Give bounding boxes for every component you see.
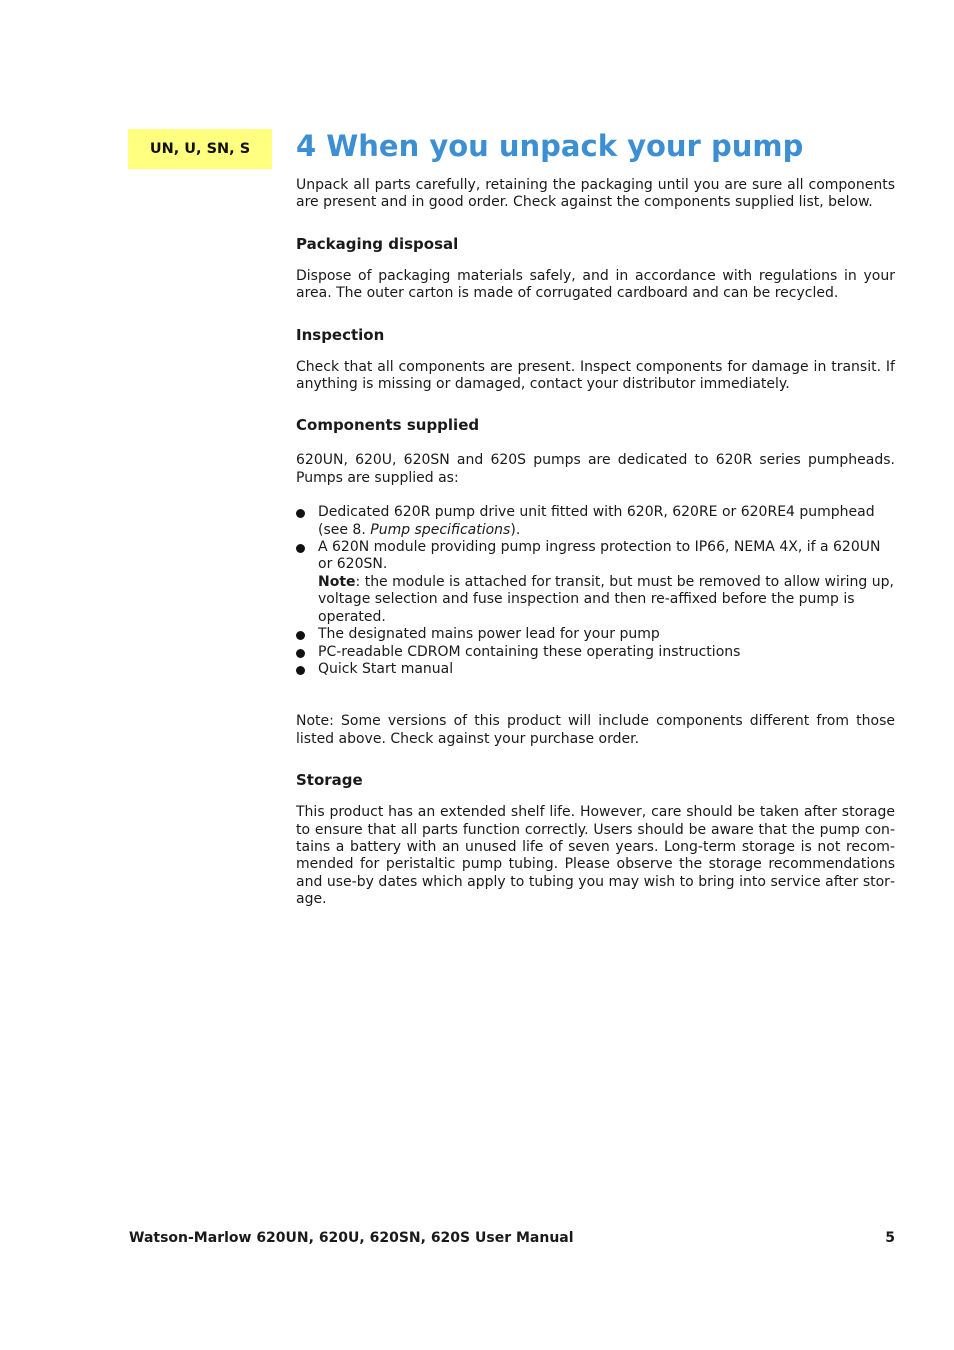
components-note: Note: Some versions of this product will include components different from those listed above. Check against your purchase order. [296, 713, 895, 747]
intro-paragraph: Unpack all parts carefully, retaining the packaging until you are sure all components are present and in good order. Check against the components supplied list, below. [296, 177, 895, 211]
storage-heading: Storage [296, 771, 363, 790]
list-item [296, 644, 895, 661]
footer-title: Watson-Marlow 620UN, 620U, 620SN, 620S User Manual [129, 1230, 574, 1246]
components-list [296, 504, 895, 678]
module-note-text: : the module is attached for transit, but must be removed to allow wiring up, voltage selection and fuse inspection and then re-affixed before the pump is operated. [318, 573, 894, 625]
bullet-icon [296, 666, 305, 675]
bullet-icon [296, 509, 305, 518]
list-item [296, 661, 895, 678]
packaging-disposal-heading: Packaging disposal [296, 234, 459, 253]
components-supplied-heading: Components supplied [296, 416, 480, 435]
components-supplied-text: 620UN, 620U, 620SN and 620S pumps are dedicated to 620R series pumpheads. Pumps are supplied as: [296, 452, 895, 486]
bullet-icon [296, 631, 305, 640]
page-footer [129, 1230, 895, 1246]
power-lead-text: The designated mains power lead for your pump [318, 626, 660, 643]
list-item [296, 626, 895, 643]
drive-unit-text: Dedicated 620R pump drive unit fitted with 620R, 620RE or 620RE4 pumphead (see 8. [318, 504, 875, 538]
bullet-icon [296, 649, 305, 658]
page-number: 5 [885, 1230, 895, 1246]
cdrom-text: PC-readable CDROM containing these operating instructions [318, 643, 741, 660]
inspection-text: Check that all components are present. Inspect components for damage in transit. If anything is missing or damaged, contact your distributor immediately. [296, 358, 895, 393]
inspection-heading: Inspection [296, 325, 385, 344]
drive-unit-text-end: ). [510, 521, 521, 538]
page-title: 4 When you unpack your pump [296, 129, 804, 163]
list-item [296, 504, 895, 539]
packaging-disposal-text: Dispose of packaging materials safely, and in accordance with regulations in your area. The outer carton is made of corrugated cardboard and can be recycled. [296, 267, 895, 302]
model-tag: UN, U, SN, S [128, 129, 272, 169]
list-item [296, 539, 895, 626]
pump-specifications-reference: Pump specifications [370, 521, 511, 538]
note-label: Note [318, 573, 356, 590]
quick-start-text: Quick Start manual [318, 660, 454, 677]
storage-text: This product has an extended shelf life. However, care should be taken after storage to ensure that all parts function correctly. Users should be aware that the pump contains a battery with an unused life of seven years. Long-term storage is not recommended for peristaltic pump tubing. Please observe the storage recommendations and use-by dates which apply to tubing you may wish to bring into service after storage. [296, 804, 895, 908]
bullet-icon [296, 544, 305, 553]
module-text: A 620N module providing pump ingress protection to IP66, NEMA 4X, if a 620UN or 620SN. [318, 539, 881, 573]
page-content [296, 124, 895, 909]
